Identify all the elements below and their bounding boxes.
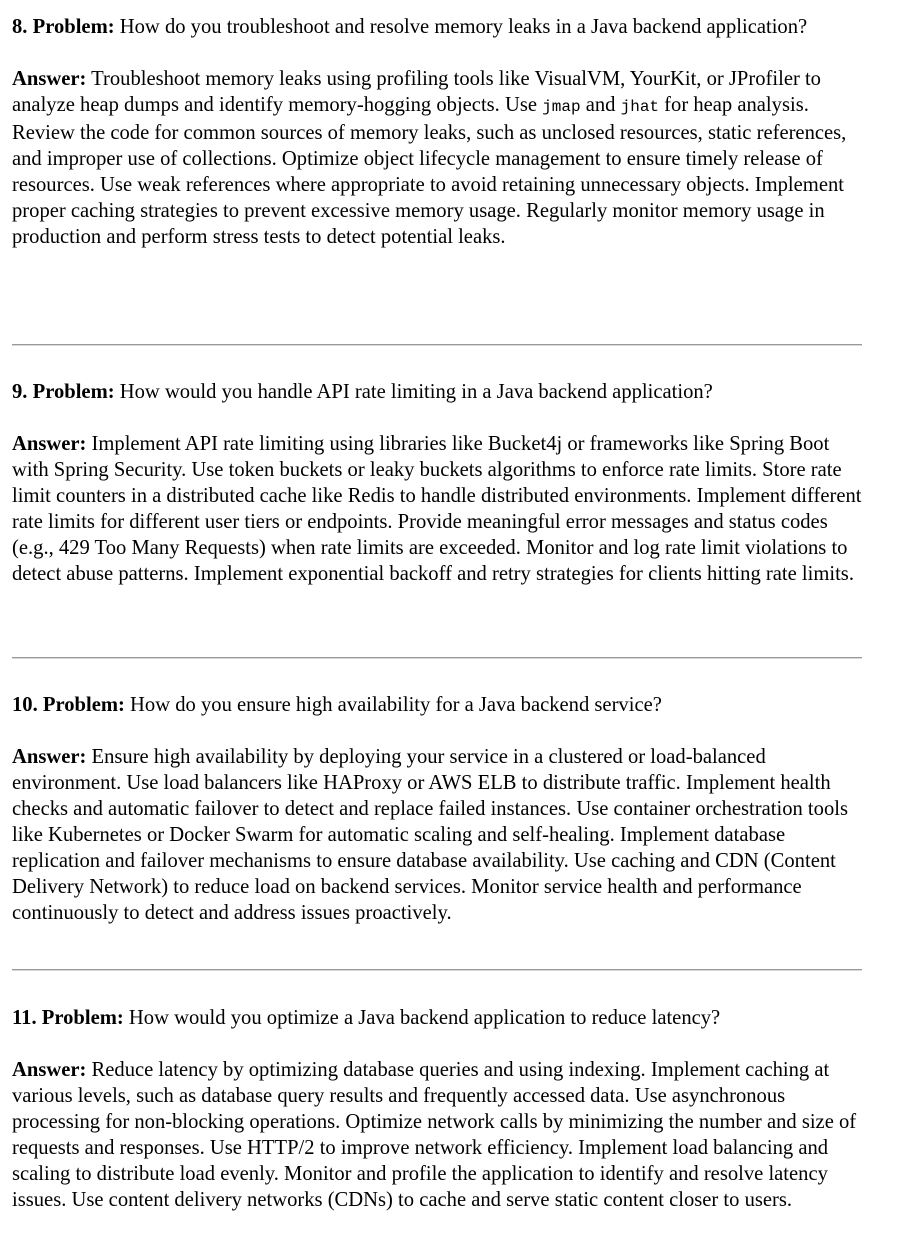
answer-8-code-jhat: jhat: [620, 98, 660, 116]
answer-9: [12, 431, 862, 587]
problem-8-label: [12, 16, 115, 38]
problem-10-question: How do you ensure high availability for a Java backend service?: [130, 694, 662, 716]
problem-8-question: How do you troubleshoot and resolve memory leaks in a Java backend application?: [119, 16, 808, 38]
answer-8-label: Answer:: [12, 68, 87, 90]
answer-8-text-part1: Troubleshoot memory leaks using profiling tools like VisualVM, YourKit, or JProfiler to analyze heap dumps and identify memory-hogging objects. Use: [12, 68, 821, 116]
problem-11-label-text: Problem:: [41, 1007, 124, 1029]
answer-11-label: Answer:: [12, 1059, 87, 1081]
divider-2: [12, 657, 862, 659]
answer-9-label: Answer:: [12, 433, 87, 455]
qa-item-9: [12, 379, 862, 587]
problem-9: [12, 379, 862, 405]
problem-9-number: 9.: [12, 381, 28, 403]
problem-10: [12, 692, 862, 718]
problem-11-question: How would you optimize a Java backend application to reduce latency?: [128, 1007, 721, 1029]
answer-10-label: Answer:: [12, 746, 87, 768]
problem-10-label-text: Problem:: [42, 694, 125, 716]
qa-item-8: [12, 14, 862, 250]
qa-item-10: [12, 692, 862, 926]
answer-8-code-jmap: jmap: [542, 98, 581, 116]
answer-9-text: Implement API rate limiting using libraries like Bucket4j or frameworks like Spring Boot with Spring Security. Use token buckets or leaky buckets algorithms to enforce rate limits. Store rate limit counters in a distributed cache like Redis to handle distributed environments. Implement different rate limits for different user tiers or endpoints. Provide meaningful error messages and status codes (e.g., 429 Too Many Requests) when rate limits are exceeded. Monitor and log rate limit violations to detect abuse patterns. Implement exponential backoff and retry strategies for clients hitting rate limits.: [12, 433, 862, 585]
answer-8: [12, 66, 862, 250]
problem-9-question: How would you handle API rate limiting in a Java backend application?: [119, 381, 713, 403]
answer-11: [12, 1057, 862, 1213]
answer-11-text: Reduce latency by optimizing database queries and using indexing. Implement caching at various levels, such as database query results and frequently accessed data. Use asynchronous processing for non-blocking operations. Optimize network calls by minimizing the number and size of requests and responses. Use HTTP/2 to improve network efficiency. Implement load balancing and scaling to distribute load evenly. Monitor and profile the application to identify and resolve latency issues. Use content delivery networks (CDNs) to cache and serve static content closer to users.: [12, 1059, 857, 1211]
problem-10-number: 10.: [12, 694, 38, 716]
divider-3: [12, 969, 862, 971]
problem-8-number: 8.: [12, 16, 28, 38]
problem-9-label: [12, 381, 115, 403]
answer-10-text: Ensure high availability by deploying your service in a clustered or load-balanced environment. Use load balancers like HAProxy or AWS ELB to distribute traffic. Implement health checks and automatic failover to detect and replace failed instances. Use container orchestration tools like Kubernetes or Docker Swarm for automatic scaling and self-healing. Implement database replication and failover mechanisms to ensure database availability. Use caching and CDN (Content Delivery Network) to reduce load on backend services. Monitor service health and performance continuously to detect and address issues proactively.: [12, 746, 848, 924]
answer-8-text-and: and: [585, 94, 616, 116]
answer-8-text-part2: for heap analysis. Review the code for common sources of memory leaks, such as unclosed resources, static references, and improper use of collections. Optimize object lifecycle management to ensure timely release of resources. Use weak references where appropriate to avoid retaining unnecessary objects. Implement proper caching strategies to prevent excessive memory usage. Regularly monitor memory usage in production and perform stress tests to detect potential leaks.: [12, 94, 847, 248]
problem-8-label-text: Problem:: [32, 16, 115, 38]
problem-11-label: [12, 1007, 124, 1029]
problem-11-number: 11.: [12, 1007, 37, 1029]
problem-8: [12, 14, 862, 40]
problem-9-label-text: Problem:: [32, 381, 115, 403]
answer-10: [12, 744, 862, 926]
divider-1: [12, 344, 862, 346]
problem-10-label: [12, 694, 125, 716]
problem-11: [12, 1005, 862, 1031]
qa-item-11: [12, 1005, 862, 1213]
